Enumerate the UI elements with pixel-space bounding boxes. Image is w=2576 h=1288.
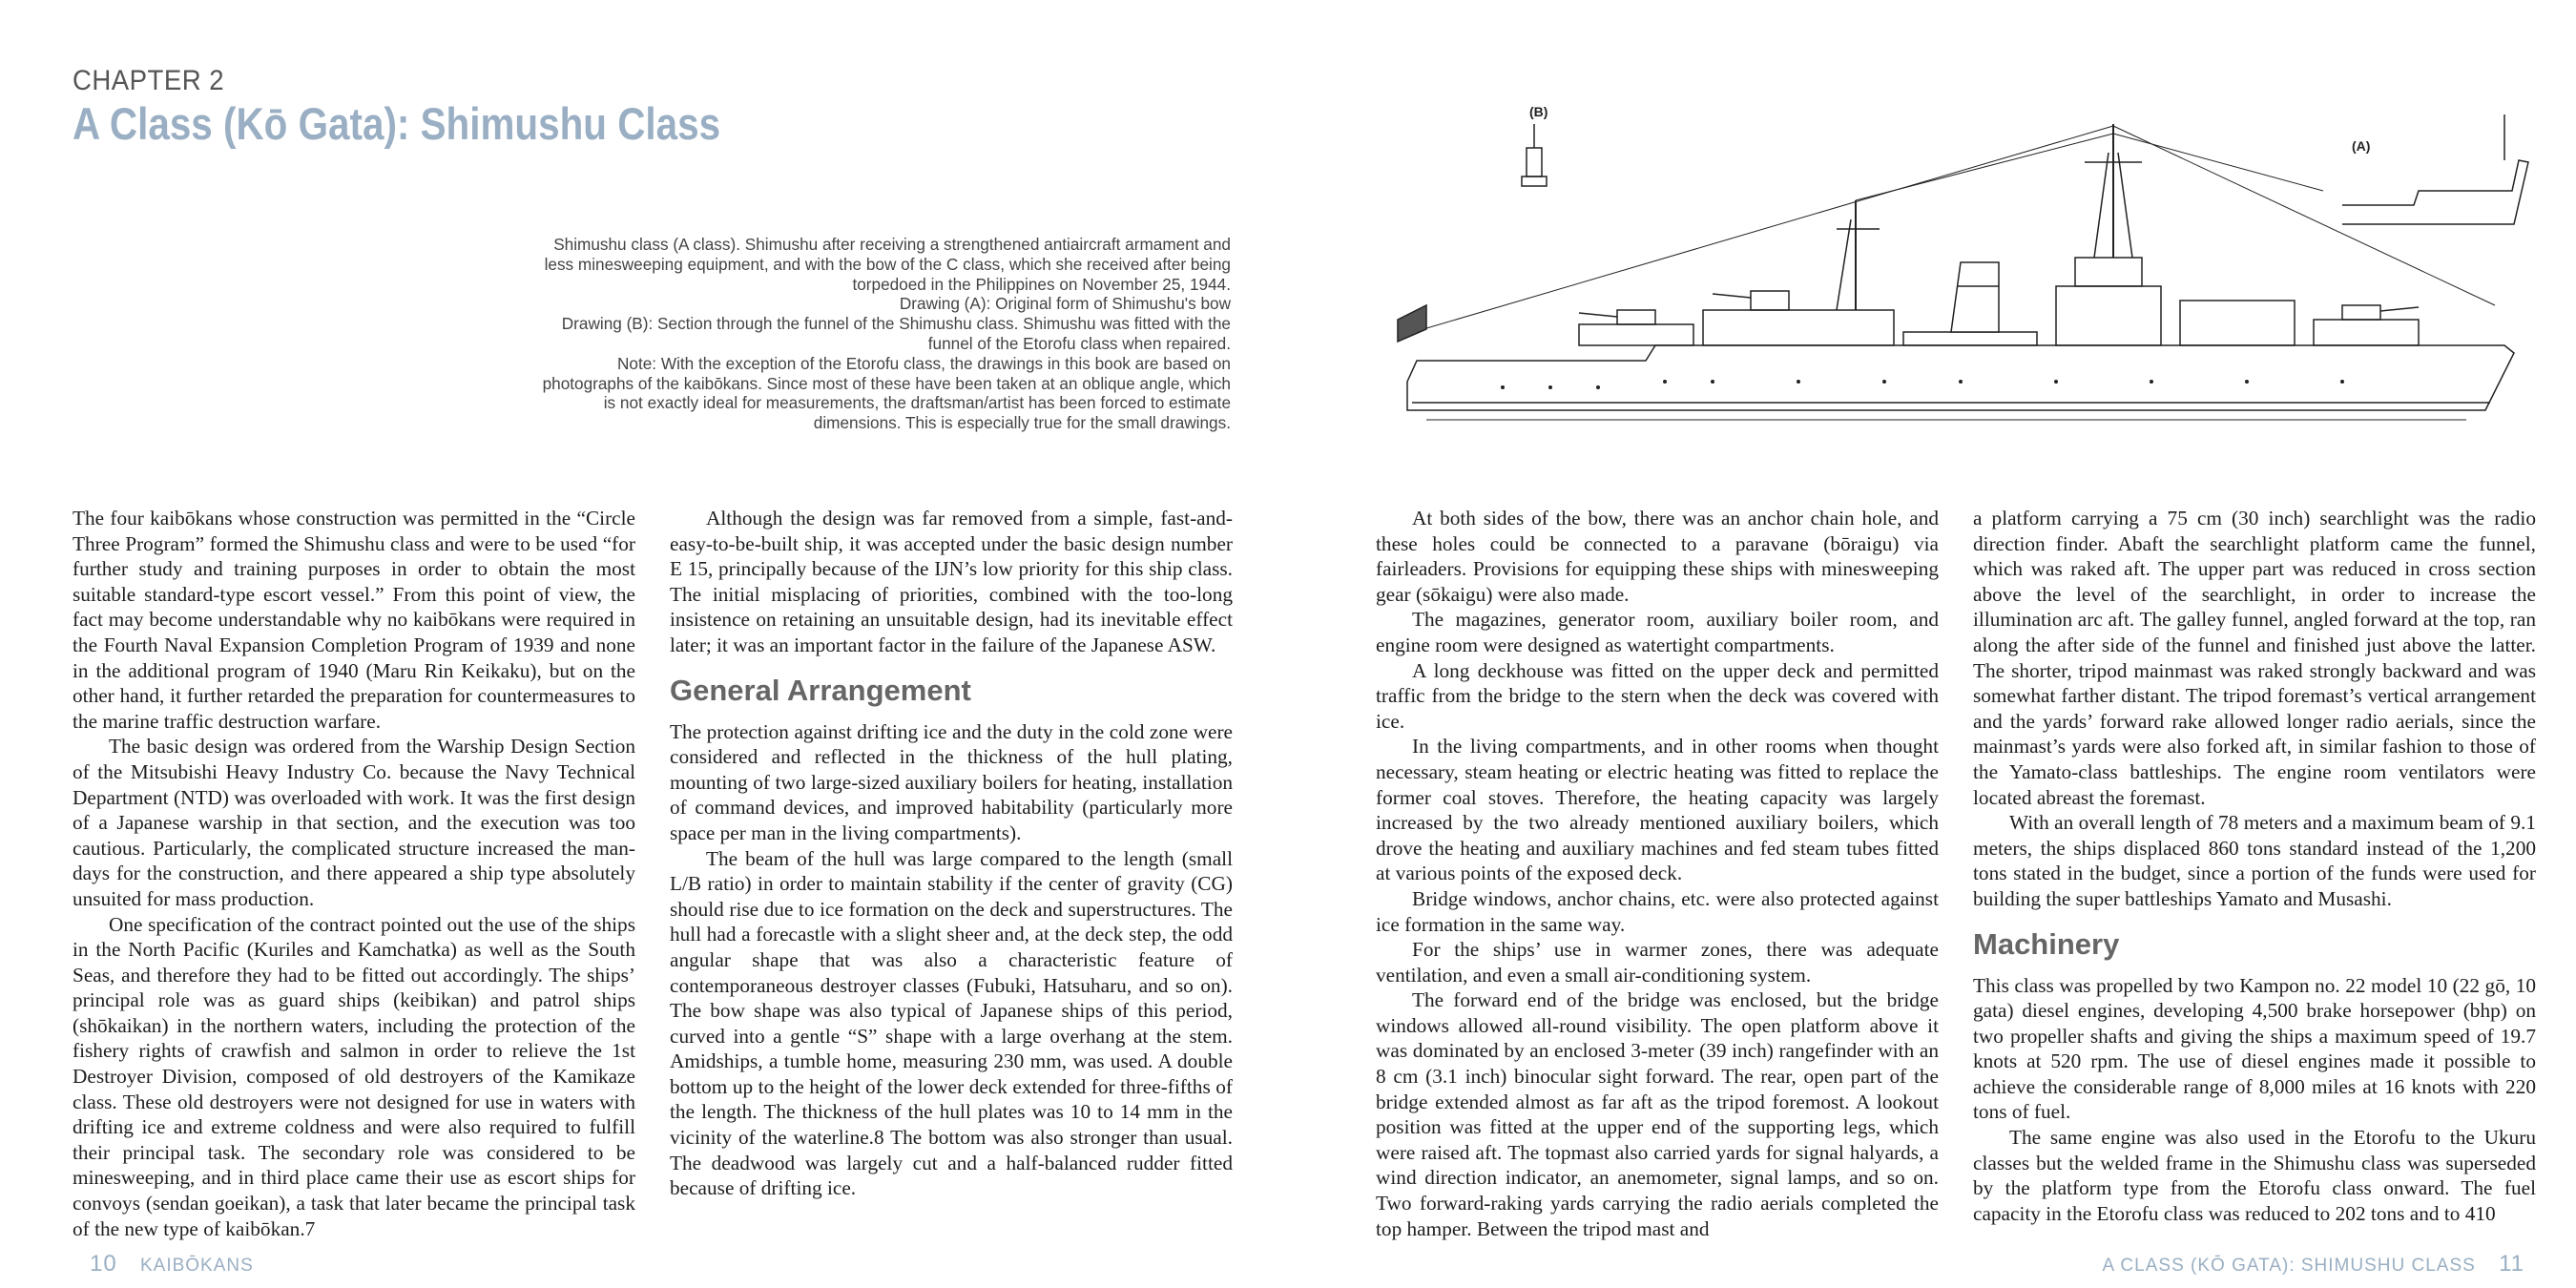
paragraph: For the ships’ use in warmer zones, there was adequate ventilation, and even a small air-conditioning system. [1376, 938, 1939, 987]
paragraph: The basic design was ordered from the Warship Design Section of the Mitsubishi Heavy Industry Co. because the Navy Technical Department (NTD) was overloaded with work. It was the first design of a Japanese warship in that section, and the execution was too cautious. Particularly, the complicated structure increased the man-days for the construction, and there appeared a ship type absolutely unsuited for mass production. [73, 735, 635, 910]
chapter-title: A Class (Kō Gata): Shimushu Class [73, 98, 721, 149]
section-heading-machinery: Machinery [1973, 926, 2120, 961]
drawing-b-label: (B) [1529, 104, 1548, 119]
paragraph: With an overall length of 78 meters and a maximum beam of 9.1 meters, the ships displaced 860 tons standard instead of the 1,200 tons stated in the budget, since a portion of the funds were used for building the super battleships Yamato and Musashi. [1973, 811, 2536, 910]
paragraph: In the living compartments, and in other rooms when thought necessary, steam heating or electric heating was fitted to replace the former coal stoves. Therefore, the heating capacity was largely increased by the two already mentioned auxiliary boilers, which drove the heating and auxiliary machines and fed steam tubes fitted at various points of the exposed deck. [1376, 735, 1939, 885]
paragraph: At both sides of the bow, there was an anchor chain hole, and these holes could be connected to a paravane (bōraigu) via fairleaders. Provisions for equipping these ships with minesweeping gear (sōkaigu) were also made. [1376, 507, 1939, 606]
paragraph: Although the design was far removed from a simple, fast-and-easy-to-be-built ship, it was accepted under the basic design number E 15, principally because of the IJN’s low priority for this ship class. The initial misplacing of priorities, combined with the too-long insistence on retaining an unsuitable design, had its inevitable effect later; it was an important factor in the failure of the Japanese ASW. [670, 507, 1233, 656]
caption-line: Shimushu class (A class). Shimushu after receiving a strengthened antiaircraft armament and less minesweeping equipment, and with the bow of the C class, which she received after being torpedoed in the Philippines on November 25, 1944. [544, 235, 1231, 294]
paragraph: This class was propelled by two Kampon no. 22 model 10 (22 gō, 10 gata) diesel engines, developing 4,500 brake horsepower (bhp) on two propeller shafts and giving the ships a maximum speed of 19.7 knots at 520 rpm. The use of diesel engines made it possible to achieve the considerable range of 8,000 miles at 16 knots with 220 tons of fuel. [1973, 973, 2536, 1124]
paragraph: The four kaibōkans whose construction was permitted in the “Circle Three Program” formed the Shimushu class and were to be used “for further study and training purposes in order to obtain the most suitable standard-type escort vessel.” From this point of view, the fact may become understandable why no kaibōkans were required in the Fourth Naval Expansion Completion Program of 1939 and none in the additional program of 1940 (Maru Rin Keikaku), but on the other hand, it further retarded the preparation for countermeasures to the marine traffic destruction warfare. [73, 507, 635, 733]
figure-caption [534, 235, 1231, 433]
caption-line: Drawing (A): Original form of Shimushu's bow [899, 294, 1231, 314]
page-number-left: 10 [90, 1251, 117, 1277]
chapter-label: CHAPTER 2 [73, 65, 225, 96]
paragraph: The same engine was also used in the Etorofu to the Ukuru classes but the welded frame in the Shimushu class was superseded by the platform type from the Etorofu class onward. The fuel capacity in the Etorofu class was reduced to 202 tons and to 410 [1973, 1126, 2536, 1225]
paragraph: The forward end of the bridge was enclosed, but the bridge windows allowed all-round visibility. The open platform above it was dominated by an enclosed 3-meter (39 inch) rangefinder with an 8 cm (3.1 inch) binocular sight forward. The rear, open part of the bridge extended almost as far aft as the tripod foremost. A lookout position was fitted at the upper end of the supporting legs, which were raised aft. The topmast also carried yards for signal halyards, a wind direction indicator, an anemometer, signal lamps, and so on. Two forward-raking yards carrying the radio aerials completed the top hamper. Between the tripod mast and [1376, 988, 1939, 1240]
ship-drawing [1388, 95, 2533, 439]
text-column-1 [73, 506, 635, 1241]
running-head-right: A CLASS (KŌ GATA): SHIMUSHU CLASS [2102, 1256, 2476, 1276]
text-column-4 [1973, 506, 2536, 1226]
section-heading-general-arrangement: General Arrangement [670, 673, 971, 707]
text-column-2 [670, 506, 1233, 1201]
paragraph: The magazines, generator room, auxiliary boiler room, and engine room were designed as watertight compartments. [1376, 608, 1939, 656]
page-number-right: 11 [2499, 1251, 2524, 1277]
text-column-3 [1376, 506, 1939, 1241]
caption-line: Drawing (B): Section through the funnel of the Shimushu class. Shimushu was fitted with the funnel of the Etorofu class when repaired. [561, 314, 1231, 353]
paragraph: Bridge windows, anchor chains, etc. were also protected against ice formation in the same way. [1376, 886, 1939, 936]
footer-right [2103, 1251, 2542, 1278]
running-head-left: KAIBŌKANS [139, 1256, 254, 1276]
paragraph: The protection against drifting ice and the duty in the cold zone were considered and reflected in the thickness of the hull plating, mounting of two large-sized auxiliary boilers for heating, installation of command devices, and improved habitability (particularly more space per man in the living compartments). [670, 719, 1233, 844]
paragraph: A long deckhouse was fitted on the upper deck and permitted traffic from the bridge to the stern when the deck was covered with ice. [1376, 658, 1939, 733]
footer-left [73, 1251, 254, 1278]
paragraph: a platform carrying a 75 cm (30 inch) searchlight was the radio direction finder. Abaft the searchlight platform came the funnel, which was raked aft. The upper part was reduced in cross section above the level of the searchlight, in order to increase the illumination arc aft. The galley funnel, angled forward at the top, ran along the after side of the funnel and finished just above the latter. The shorter, tripod mainmast was raked strongly backward and was somewhat farther distant. The tripod foremast’s vertical arrangement and the yards’ forward rake allowed longer radio aerials, since the mainmast’s yards were also forked aft, in similar fashion to those of the Yamato-class battleships. The engine room ventilators were located abreast the foremast. [1973, 507, 2536, 809]
caption-line: Note: With the exception of the Etorofu class, the drawings in this book are based on photographs of the kaibōkans. Since most of these have been taken at an oblique angle, which is not exactly ideal for measurements, the draftsman/artist has been forced to estimate dimensions. This is especially true for the small drawings. [542, 353, 1231, 433]
paragraph: One specification of the contract pointed out the use of the ships in the North Pacific (Kuriles and Kamchatka) as well as the South Seas, and therefore they had to be fitted out accordingly. The ships’ principal role was as guard ships (keibikan) and patrol ships (shōkaikan) in the northern waters, including the protection of the fishery rights of crawfish and salmon in order to relieve the 1st Destroyer Division, composed of old destroyers of the Kamikaze class. These old destroyers were not designed for use in waters with drifting ice and extreme coldness and were also required to fulfill their principal task. The secondary role was considered to be minesweeping, and in third place came their use as escort ships for convoys (sendan goeikan), a task that later became the principal task of the new type of kaibōkan.7 [73, 912, 635, 1240]
paragraph: The beam of the hull was large compared to the length (small L/B ratio) in order to maintain stability if the center of gravity (CG) should rise due to ice formation on the deck and superstructures. The hull had a forecastle with a slight sheer and, at the deck step, the odd angular shape that was also a characteristic feature of contemporaneous destroyer classes (Fubuki, Hatsuharu, and so on). The bow shape was also typical of Japanese ships of this period, curved into a gentle “S” shape with a large overhang at the stem. Amidships, a tumble home, measuring 230 mm, was used. A double bottom up to the height of the lower deck extended for three-fifths of the length. The thickness of the hull plates was 10 to 14 mm in the vicinity of the waterline.8 The bottom was also stronger than usual. The deadwood was largely cut and a half-balanced rudder fitted because of drifting ice. [670, 846, 1233, 1200]
drawing-a-label: (A) [2352, 138, 2371, 154]
